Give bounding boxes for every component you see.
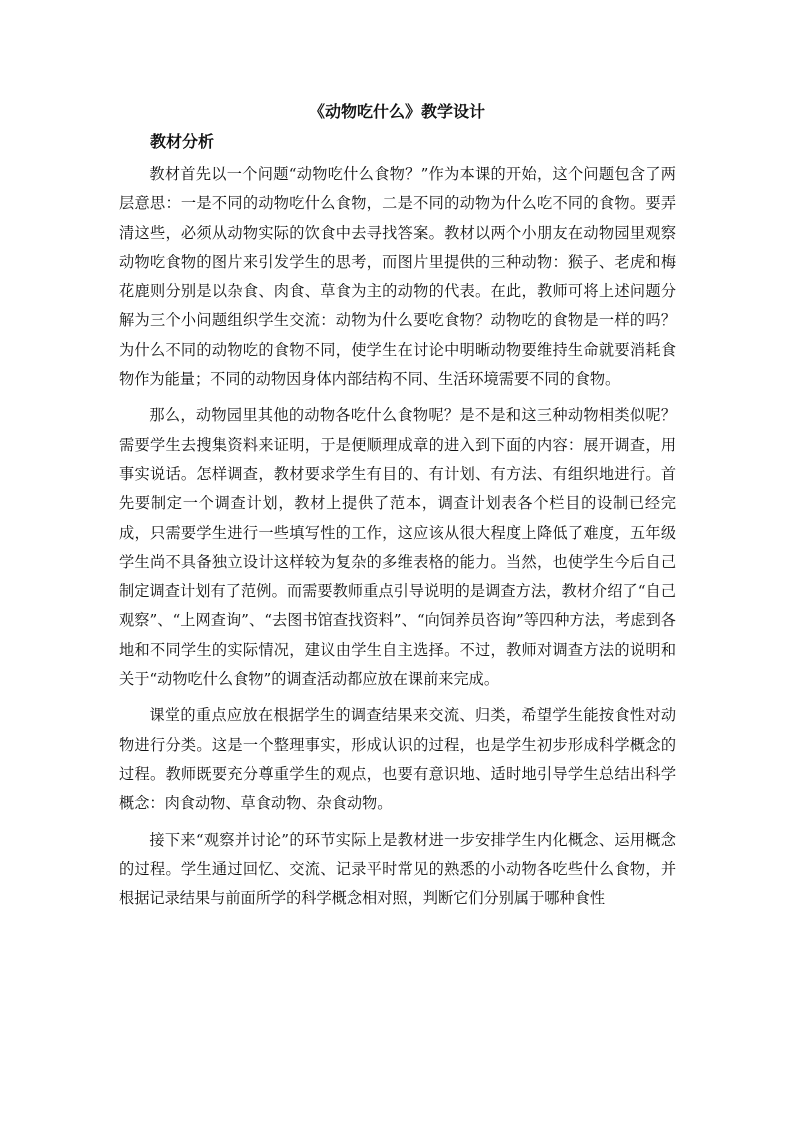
paragraph: 教材首先以一个问题“动物吃什么食物？”作为本课的开始，这个问题包含了两层意思：一是不同的动物吃什么食物，二是不同的动物为什么吃不同的食物。要弄清这些，必须从动物实际的饮食中去寻找答案。教材以两个小朋友在动物园里观察动物吃食物的图片来引发学生的思考，而图片里提供的三种动物：猴子、老虎和梅花鹿则分别是以杂食、肉食、草食为主的动物的代表。在此，教师可将上述问题分解为三个小问题组织学生交流：动物为什么要吃食物？动物吃的食物是一样的吗？为什么不同的动物吃的食物不同，使学生在讨论中明晰动物要维持生命就要消耗食物作为能量；不同的动物因身体内部结构不同、生活环境需要不同的食物。 <box>119 165 676 389</box>
document-title: 《动物吃什么》教学设计 <box>308 102 485 121</box>
paragraph: 那么，动物园里其他的动物各吃什么食物呢？是不是和这三种动物相类似呢？需要学生去搜集资料来证明，于是便顺理成章的进入到下面的内容：展开调查，用事实说话。怎样调查，教材要求学生有目的、有计划、有方法、有组织地进行。首先要制定一个调查计划，教材上提供了范本，调查计划表各个栏目的设制已经完成，只需要学生进行一些填写性的工作，这应该从很大程度上降低了难度，五年级学生尚不具备独立设计这样较为复杂的多维表格的能力。当然，也使学生今后自己制定调查计划有了范例。而需要教师重点引导说明的是调查方法，教材介绍了“自己观察”、“上网查询”、“去图书馆查找资料”、“向饲养员咨询”等四种方法，考虑到各地和不同学生的实际情况，建议由学生自主选择。不过，教师对调查方法的说明和关于“动物吃什么食物”的调查活动都应放在课前来完成。 <box>119 406 676 689</box>
section-heading: 教材分析 <box>150 132 215 151</box>
paragraph: 接下来“观察并讨论”的环节实际上是教材进一步安排学生内化概念、运用概念的过程。学生通过回忆、交流、记录平时常见的熟悉的小动物各吃些什么食物，并根据记录结果与前面所学的科学概念相对照，判断它们分别属于哪种食性 <box>119 830 676 908</box>
paragraph: 课堂的重点应放在根据学生的调查结果来交流、归类，希望学生能按食性对动物进行分类。这是一个整理事实，形成认识的过程，也是学生初步形成科学概念的过程。教师既要充分尊重学生的观点，也要有意识地、适时地引导学生总结出科学概念：肉食动物、草食动物、杂食动物。 <box>119 706 676 813</box>
document-body <box>119 160 676 920</box>
